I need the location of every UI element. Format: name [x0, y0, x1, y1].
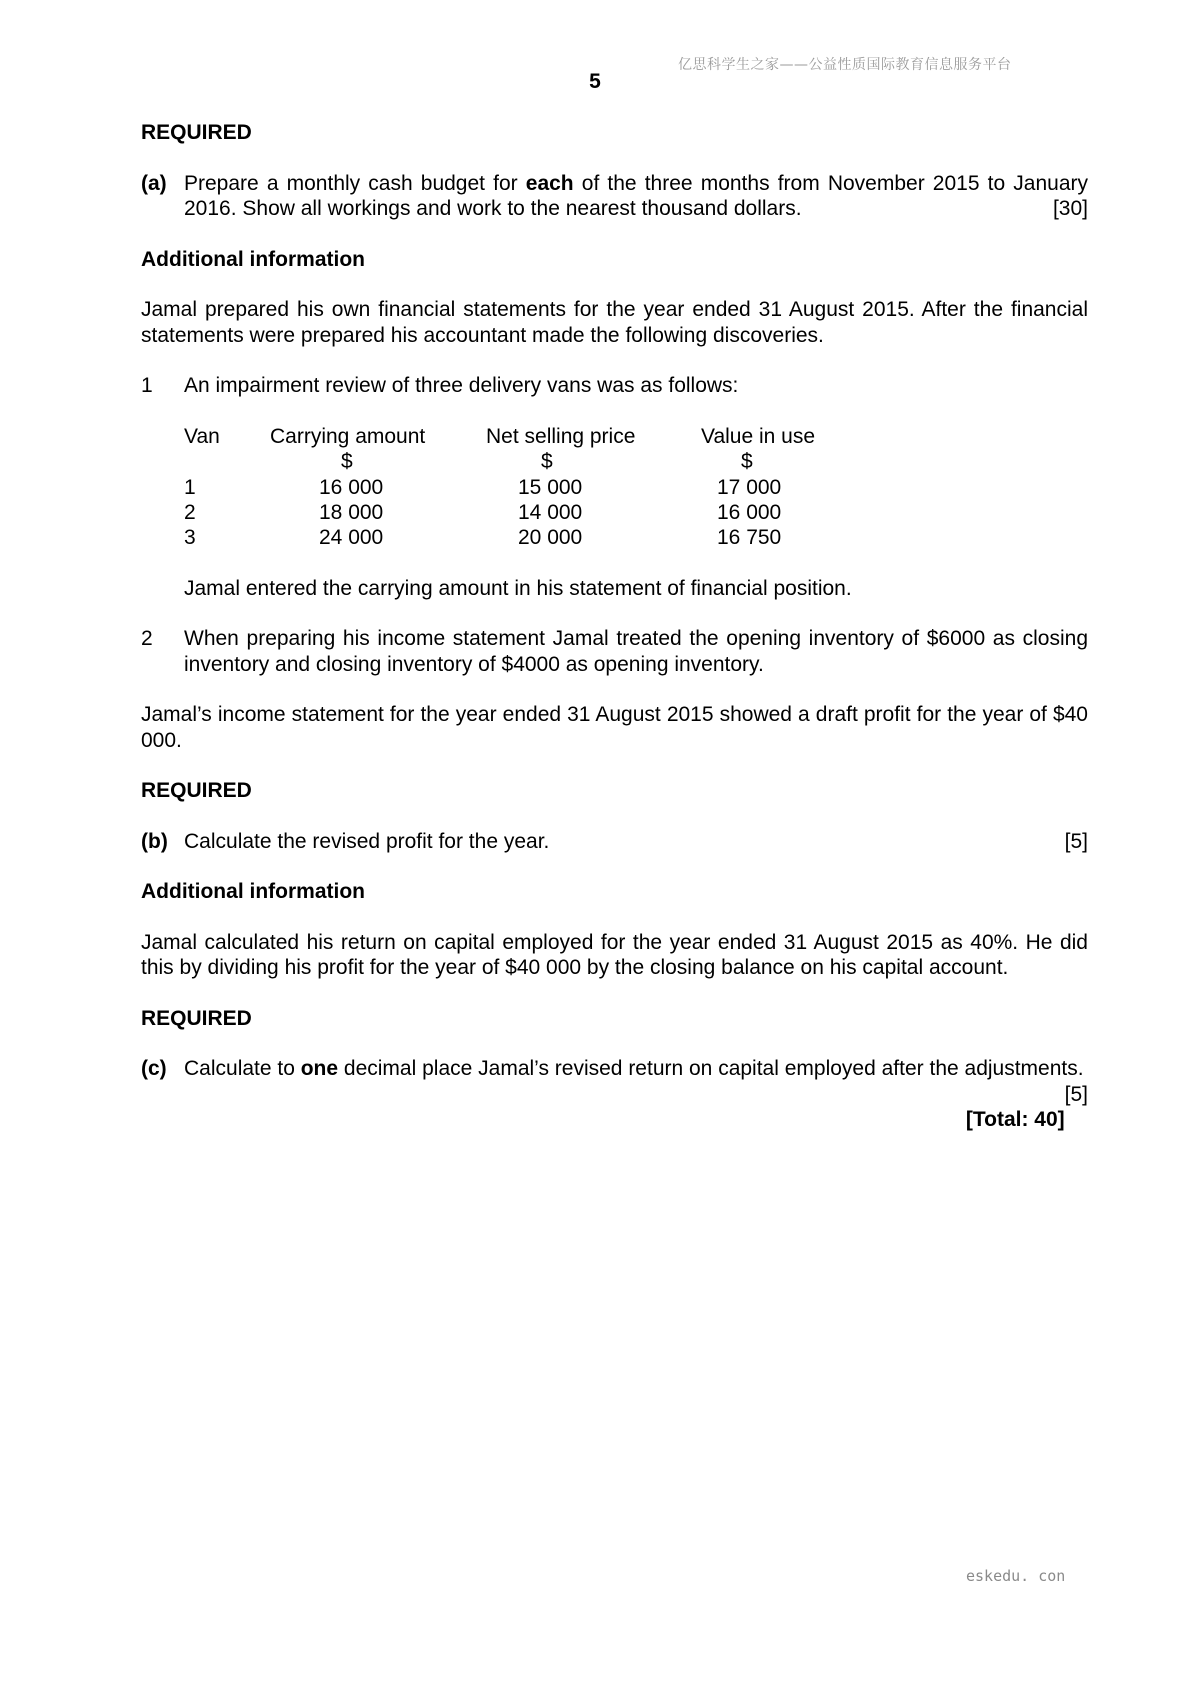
item-2-text: When preparing his income statement Jamal treated the opening inventory of $6000 as closing inventory and closing inventory of $4000 as opening inventory.: [184, 627, 1088, 676]
table-cell: 17 000: [717, 475, 782, 499]
part-c-marks: [5]: [1064, 1082, 1088, 1106]
part-c: [141, 1056, 1088, 1106]
table-cell: 2: [184, 500, 196, 524]
table-unit: $: [741, 449, 753, 473]
part-b-marks: [5]: [1064, 829, 1088, 853]
info-paragraph-3: Jamal calculated his return on capital employed for the year ended 31 August 2015 as 40%. He did this by dividing his profit for the year of $40 000 by the closing balance on his capital account.: [141, 930, 1088, 979]
watermark-bottom: eskedu. con: [966, 1567, 1066, 1585]
page-number: 5: [589, 70, 601, 93]
item-2: [141, 626, 1088, 677]
table-header: Value in use: [701, 424, 816, 448]
part-b-label: (b): [141, 829, 168, 853]
additional-info-heading-1: Additional information: [141, 247, 365, 271]
table-header: Net selling price: [486, 424, 636, 448]
required-heading: REQUIRED: [141, 1006, 252, 1030]
part-a-text: Prepare a monthly cash budget for each of the three months from November 2015 to January 2016. Show all workings and work to the nearest thousand dollars. [30]: [184, 171, 1088, 220]
table-cell: 14 000: [518, 500, 583, 524]
part-a-label: (a): [141, 171, 167, 195]
table-cell: 16 000: [319, 475, 384, 499]
item-1-note: Jamal entered the carrying amount in his statement of financial position.: [184, 576, 852, 600]
question-content: [141, 120, 1088, 1132]
table-cell: 3: [184, 525, 196, 549]
table-cell: 24 000: [319, 525, 384, 549]
part-c-text: Calculate to one decimal place Jamal’s revised return on capital employed after the adjustments. [5]: [184, 1057, 1088, 1106]
total-marks: [Total: 40]: [965, 1107, 1065, 1131]
table-header: Van: [184, 424, 220, 448]
table-cell: 16 750: [717, 525, 782, 549]
info-paragraph-1: Jamal prepared his own financial statements for the year ended 31 August 2015. After the financial statements were prepared his accountant made the following discoveries.: [141, 298, 1088, 347]
required-heading: REQUIRED: [141, 121, 252, 144]
additional-info-heading-2: Additional information: [141, 880, 365, 903]
table-header: Carrying amount: [270, 424, 426, 448]
table-cell: 18 000: [319, 500, 384, 524]
item-1-text: An impairment review of three delivery vans was as follows:: [184, 374, 739, 397]
part-c-label: (c): [141, 1057, 167, 1080]
part-a-marks: [30]: [1052, 197, 1088, 220]
table-cell: 20 000: [518, 525, 583, 549]
info-paragraph-2: Jamal’s income statement for the year ended 31 August 2015 showed a draft profit for the year of $40 000.: [141, 703, 1088, 752]
van-table: [184, 424, 1088, 551]
table-cell: 16 000: [717, 500, 782, 524]
item-1-number: 1: [141, 374, 153, 397]
item-2-number: 2: [141, 627, 153, 650]
item-1: [141, 373, 1088, 399]
watermark-top: 亿思科学生之家——公益性质国际教育信息服务平台: [678, 57, 1012, 73]
table-unit: $: [541, 449, 553, 473]
table-cell: 1: [184, 475, 196, 499]
required-heading: REQUIRED: [141, 779, 252, 802]
table-unit: $: [341, 449, 353, 473]
part-b-text: Calculate the revised profit for the year. [5]: [184, 829, 1088, 853]
part-a: [141, 171, 1088, 222]
part-b: [141, 829, 1088, 855]
table-cell: 15 000: [518, 475, 583, 499]
